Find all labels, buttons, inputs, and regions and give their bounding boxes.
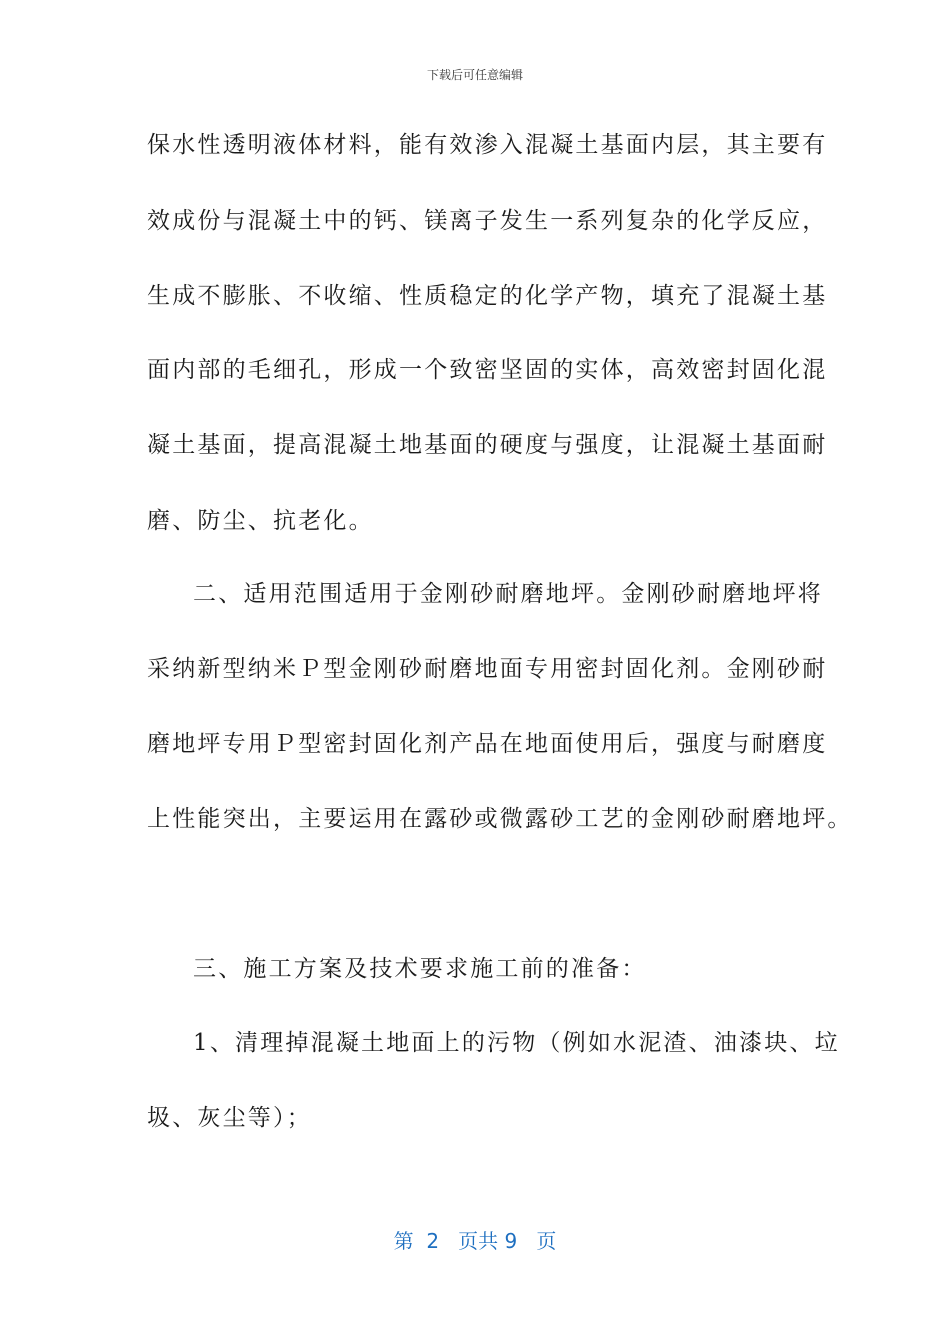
list-item-line: 1、清理掉混凝土地面上的污物（例如水泥渣、油漆块、垃: [193, 1030, 840, 1056]
body-line: 采纳新型纳米Ｐ型金刚砂耐磨地面专用密封固化剂。金刚砂耐: [147, 656, 828, 682]
page-number-footer: 第 2 页共 9 页: [393, 1229, 557, 1253]
list-item-line: 圾、灰尘等）；: [147, 1105, 312, 1131]
page-header: 下载后可任意编辑: [426, 68, 523, 82]
body-line: 效成份与混凝土中的钙、镁离子发生一系列复杂的化学反应，: [147, 208, 828, 234]
paragraph-heading-line: 二、适用范围适用于金刚砂耐磨地坪。金刚砂耐磨地坪将: [193, 581, 823, 607]
body-line: 面内部的毛细孔，形成一个致密坚固的实体，高效密封固化混: [147, 357, 828, 383]
body-line: 生成不膨胀、不收缩、性质稳定的化学产物，填充了混凝土基: [147, 283, 828, 309]
body-line: 上性能突出，主要运用在露砂或微露砂工艺的金刚砂耐磨地坪。: [147, 806, 853, 832]
section-heading-line: 三、施工方案及技术要求施工前的准备：: [193, 956, 647, 982]
body-line: 凝土基面，提高混凝土地基面的硬度与强度，让混凝土基面耐: [147, 432, 828, 458]
body-line: 保水性透明液体材料，能有效渗入混凝土基面内层，其主要有: [147, 132, 828, 158]
body-line: 磨、防尘、抗老化。: [147, 508, 374, 534]
body-line: 磨地坪专用Ｐ型密封固化剂产品在地面使用后，强度与耐磨度: [147, 731, 828, 757]
